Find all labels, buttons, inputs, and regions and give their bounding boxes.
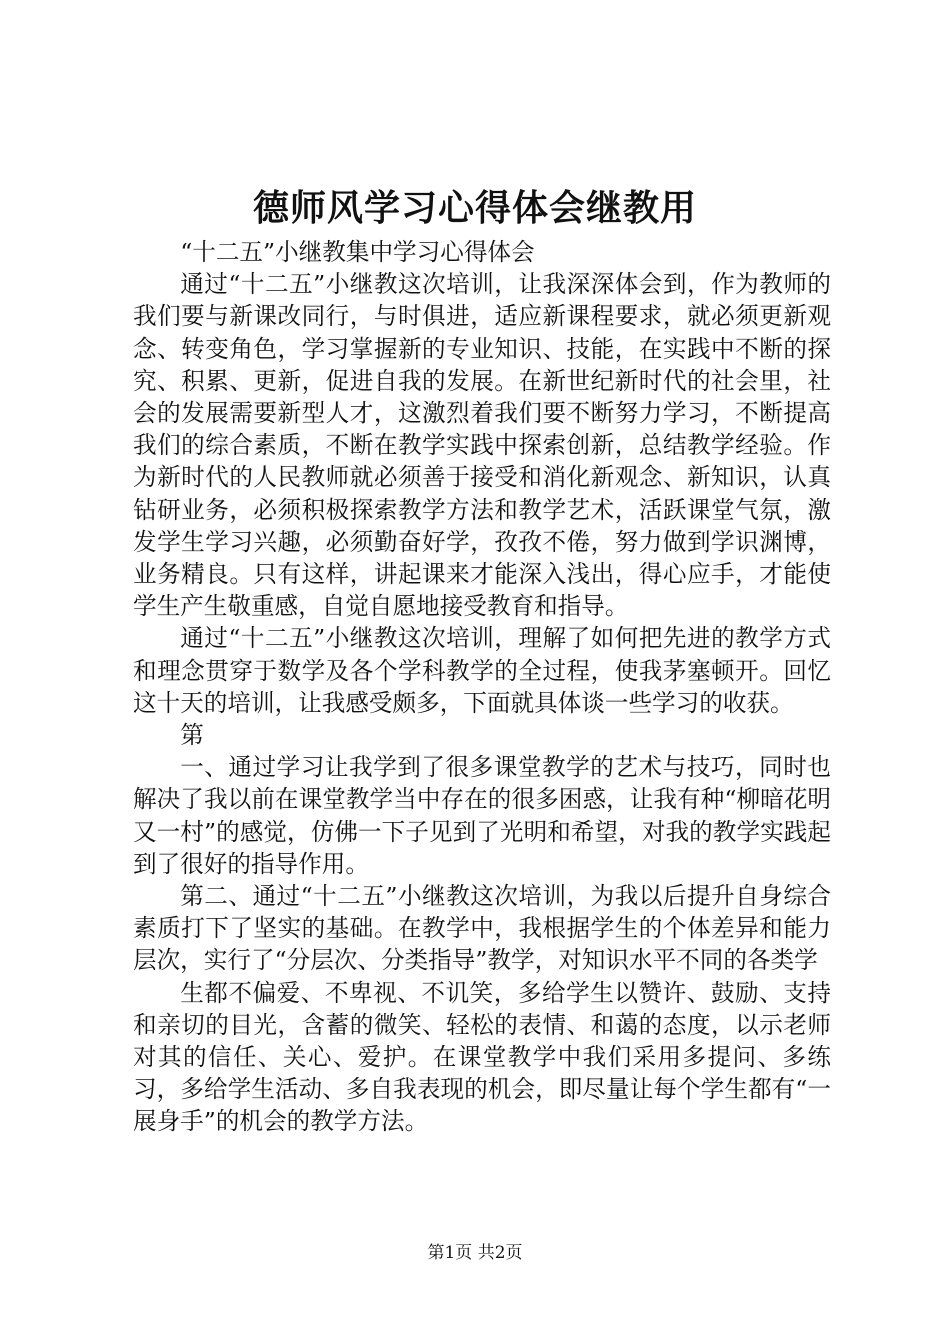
page-footer: 第1页 共2页 xyxy=(427,1243,523,1263)
subtitle-paragraph: “十二五”小继教集中学习心得体会 xyxy=(180,238,535,266)
body-paragraph: 第 xyxy=(180,721,204,750)
document-body xyxy=(133,236,831,1138)
body-paragraph: 一、通过学习让我学到了很多课堂教学的艺术与技巧，同时也解决了我以前在课堂教学当中存在的很多困惑，让我有种“柳暗花明又一村”的感觉，仿佛一下子见到了光明和希望，对我的教学实践起到了很好的指导作用。 xyxy=(133,753,831,878)
body-paragraph: 第二、通过“十二五”小继教这次培训，为我以后提升自身综合素质打下了坚实的基础。在教学中，我根据学生的个体差异和能力层次，实行了“分层次、分类指导”教学，对知识水平不同的各类学 xyxy=(133,882,831,975)
document-title: 德师风学习心得体会继教用 xyxy=(252,187,697,229)
body-paragraph: 通过“十二五”小继教这次培训，理解了如何把先进的教学方式和理念贯穿于数学及各个学科教学的全过程，使我茅塞顿开。回忆这十天的培训，让我感受颇多，下面就具体谈一些学习的收获。 xyxy=(133,624,831,717)
body-paragraph: 通过“十二五”小继教这次培训，让我深深体会到，作为教师的我们要与新课改同行，与时俱进，适应新课程要求，就必须更新观念、转变角色，学习掌握新的专业知识、技能，在实践中不断的探究、积累、更新，促进自我的发展。在新世纪新时代的社会里，社会的发展需要新型人才，这激烈着我们要不断努力学习，不断提高我们的综合素质，不断在教学实践中探索创新，总结教学经验。作为新时代的人民教师就必须善于接受和消化新观念、新知识，认真钻研业务，必须积极探索教学方法和教学艺术，活跃课堂气氛，激发学生学习兴趣，必须勤奋好学，孜孜不倦，努力做到学识渊博，业务精良。只有这样，讲起课来才能深入浅出，得心应手，才能使学生产生敬重感，自觉自愿地接受教育和指导。 xyxy=(133,270,831,621)
body-paragraph: 生都不偏爱、不卑视、不讥笑，多给学生以赞许、鼓励、支持和亲切的目光，含蓄的微笑、轻松的表情、和蔼的态度，以示老师对其的信任、关心、爱护。在课堂教学中我们采用多提问、多练习，多给学生活动、多自我表现的机会，即尽量让每个学生都有“一展身手”的机会的教学方法。 xyxy=(133,978,831,1136)
